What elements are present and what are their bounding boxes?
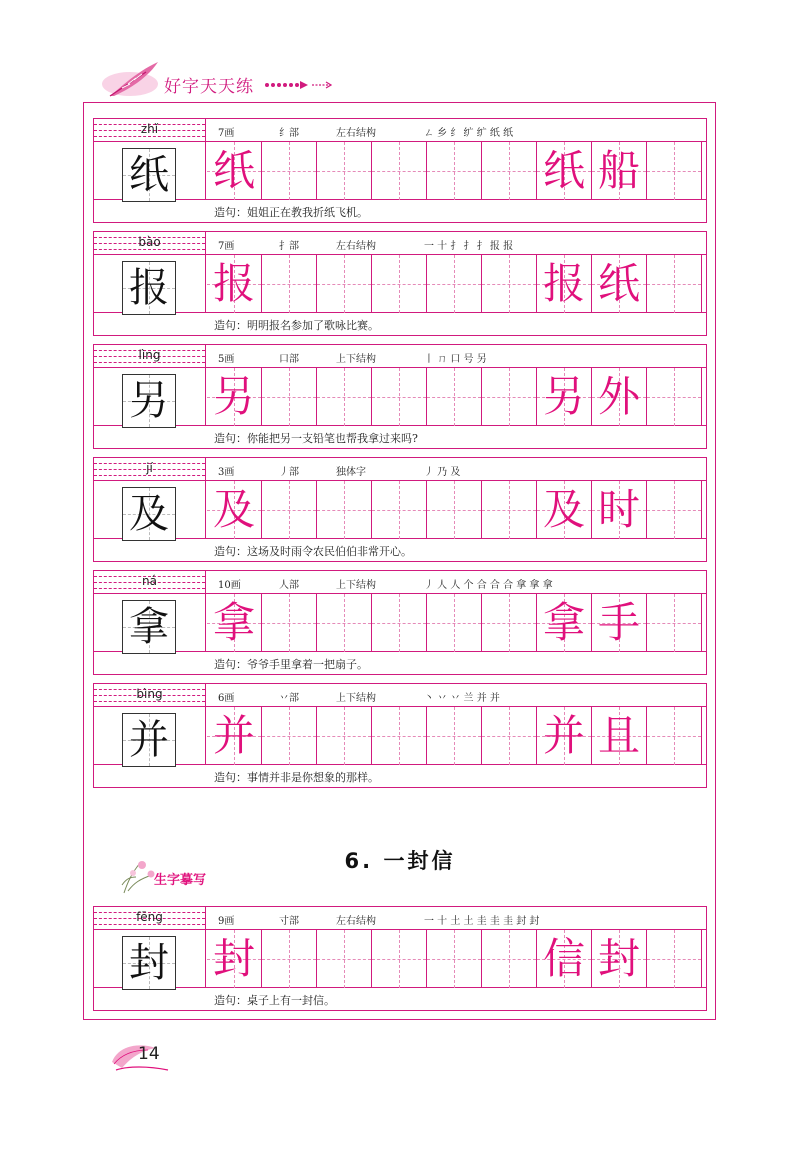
pinyin-box — [94, 571, 206, 594]
pinyin: jí — [146, 461, 153, 475]
practice-cell[interactable] — [207, 142, 262, 200]
guide-line — [399, 930, 400, 988]
guide-line — [674, 930, 675, 988]
guide-line — [344, 368, 345, 426]
guide-line — [289, 368, 290, 426]
pinyin-guide-line — [94, 701, 205, 702]
model-character-box — [122, 487, 176, 541]
practice-cell[interactable] — [372, 481, 427, 539]
practice-cell[interactable] — [317, 481, 372, 539]
practice-cell[interactable] — [427, 930, 482, 988]
feather-pen-icon — [100, 58, 164, 102]
structure: 上下结构 — [336, 693, 376, 704]
trace-character: 另 — [212, 372, 255, 421]
guide-line — [454, 368, 455, 426]
guide-line — [289, 142, 290, 200]
pinyin: fēng — [136, 910, 163, 924]
writing-grid-row — [94, 707, 706, 765]
writing-grid-row — [94, 142, 706, 200]
practice-cell[interactable] — [482, 142, 537, 200]
radical: 口部 — [279, 354, 299, 365]
practice-cell[interactable] — [537, 142, 592, 200]
guide-line — [454, 481, 455, 539]
guide-line — [289, 481, 290, 539]
practice-cell[interactable] — [537, 481, 592, 539]
practice-cell[interactable] — [592, 255, 647, 313]
word-character: 外 — [597, 372, 640, 421]
practice-cell[interactable] — [207, 930, 262, 988]
practice-cell[interactable] — [317, 930, 372, 988]
practice-cell[interactable] — [592, 142, 647, 200]
guide-line — [399, 255, 400, 313]
info-row — [94, 684, 706, 707]
pinyin-guide-line — [94, 475, 205, 476]
practice-cell[interactable] — [592, 707, 647, 765]
word-character: 及 — [542, 485, 585, 534]
guide-line — [344, 707, 345, 765]
section-label-text: 生字摹写 — [154, 873, 207, 888]
model-character: 封 — [129, 940, 169, 986]
word-character: 信 — [542, 934, 585, 983]
pinyin-box — [94, 907, 206, 930]
guide-line — [289, 930, 290, 988]
practice-cell[interactable] — [372, 707, 427, 765]
lesson-title: 6. 一封信 — [344, 849, 456, 873]
pinyin-guide-line — [94, 924, 205, 925]
practice-cell[interactable] — [482, 481, 537, 539]
word-character: 时 — [597, 485, 640, 534]
practice-cell[interactable] — [482, 594, 537, 652]
character-block — [93, 344, 707, 449]
stroke-count: 7画 — [218, 241, 235, 252]
pinyin-box — [94, 119, 206, 142]
word-character: 纸 — [542, 146, 585, 195]
practice-cell[interactable] — [207, 255, 262, 313]
practice-cell[interactable] — [592, 368, 647, 426]
practice-cell[interactable] — [262, 368, 317, 426]
word-character: 手 — [597, 598, 640, 647]
character-block — [93, 231, 707, 336]
guide-line — [399, 481, 400, 539]
practice-cell[interactable] — [372, 255, 427, 313]
practice-cell[interactable] — [427, 368, 482, 426]
guide-line — [289, 255, 290, 313]
header-title: 好字天天练 — [164, 77, 254, 97]
pinyin-box — [94, 345, 206, 368]
radical: 人部 — [279, 580, 299, 591]
sentence-row — [94, 765, 706, 787]
structure: 上下结构 — [336, 354, 376, 365]
model-character-cell — [94, 255, 206, 313]
stroke-count: 5画 — [218, 354, 235, 365]
guide-line — [344, 255, 345, 313]
practice-cell[interactable] — [427, 142, 482, 200]
pinyin: bào — [138, 235, 161, 249]
word-character: 封 — [597, 934, 640, 983]
stroke-order: 丿 人 人 个 合 合 合 拿 拿 拿 — [424, 580, 553, 591]
structure: 左右结构 — [336, 128, 376, 139]
practice-cell[interactable] — [647, 707, 702, 765]
practice-cell[interactable] — [427, 594, 482, 652]
radical: 扌部 — [279, 241, 299, 252]
practice-cell[interactable] — [427, 481, 482, 539]
practice-cell[interactable] — [537, 707, 592, 765]
stroke-count: 7画 — [218, 128, 235, 139]
word-character: 另 — [542, 372, 585, 421]
practice-cell[interactable] — [537, 255, 592, 313]
practice-cell[interactable] — [482, 368, 537, 426]
pinyin: bìng — [136, 687, 163, 701]
guide-line — [674, 481, 675, 539]
guide-line — [344, 930, 345, 988]
practice-cell[interactable] — [262, 930, 317, 988]
trace-character: 报 — [212, 259, 255, 308]
structure: 上下结构 — [336, 580, 376, 591]
trace-character: 并 — [212, 711, 255, 760]
practice-cell[interactable] — [647, 930, 702, 988]
stroke-order: 一 十 土 土 圭 圭 圭 封 封 — [424, 916, 540, 927]
example-sentence: 造句：姐姐正在教我折纸飞机。 — [214, 206, 368, 219]
practice-cell[interactable] — [317, 707, 372, 765]
radical: 寸部 — [279, 916, 299, 927]
example-sentence: 造句：爷爷手里拿着一把扇子。 — [214, 658, 368, 671]
practice-cell[interactable] — [262, 707, 317, 765]
practice-cell[interactable] — [482, 930, 537, 988]
trace-character: 纸 — [212, 146, 255, 195]
sentence-row — [94, 539, 706, 561]
orchid-icon — [118, 855, 158, 895]
practice-cell[interactable] — [317, 594, 372, 652]
model-character-cell — [94, 142, 206, 200]
page-number: 14 — [138, 1044, 160, 1064]
info-row — [94, 345, 706, 368]
guide-line — [454, 255, 455, 313]
guide-line — [454, 930, 455, 988]
practice-cell[interactable] — [427, 707, 482, 765]
guide-line — [454, 142, 455, 200]
character-block — [93, 906, 707, 1011]
info-row — [94, 907, 706, 930]
pinyin-box — [94, 232, 206, 255]
sentence-row — [94, 200, 706, 222]
stroke-count: 6画 — [218, 693, 235, 704]
sentence-row — [94, 988, 706, 1010]
radical: 丿部 — [279, 467, 299, 478]
word-character: 拿 — [542, 598, 585, 647]
writing-grid-row — [94, 930, 706, 988]
guide-line — [509, 481, 510, 539]
example-sentence: 造句：桌子上有一封信。 — [214, 994, 335, 1007]
writing-grid-row — [94, 368, 706, 426]
guide-line — [289, 594, 290, 652]
practice-cell[interactable] — [372, 142, 427, 200]
character-block — [93, 457, 707, 562]
pinyin: lìng — [138, 348, 161, 362]
radical: 纟部 — [279, 128, 299, 139]
info-row — [94, 458, 706, 481]
pinyin-guide-line — [94, 249, 205, 250]
page-number-badge — [108, 1040, 188, 1076]
practice-cell[interactable] — [207, 594, 262, 652]
example-sentence: 造句：明明报名参加了歌咏比赛。 — [214, 319, 379, 332]
word-character: 并 — [542, 711, 585, 760]
sentence-row — [94, 426, 706, 448]
practice-cell[interactable] — [207, 368, 262, 426]
practice-cell[interactable] — [262, 142, 317, 200]
practice-cell[interactable] — [482, 707, 537, 765]
model-character: 另 — [129, 378, 169, 424]
word-character: 报 — [542, 259, 585, 308]
pinyin-guide-line — [94, 362, 205, 363]
practice-cell[interactable] — [647, 142, 702, 200]
model-character-box — [122, 148, 176, 202]
word-character: 船 — [597, 146, 640, 195]
pinyin-guide-line — [94, 588, 205, 589]
trace-character: 及 — [212, 485, 255, 534]
stroke-order: ㄥ 乡 纟 纩 纩 纸 纸 — [424, 128, 514, 139]
practice-cell[interactable] — [592, 930, 647, 988]
guide-line — [674, 142, 675, 200]
model-character: 及 — [129, 491, 169, 537]
guide-line — [399, 594, 400, 652]
practice-cell[interactable] — [207, 481, 262, 539]
practice-cell[interactable] — [647, 255, 702, 313]
guide-line — [344, 594, 345, 652]
practice-cell[interactable] — [537, 594, 592, 652]
pinyin: ná — [142, 574, 157, 588]
practice-cell[interactable] — [317, 368, 372, 426]
guide-line — [509, 594, 510, 652]
model-character-box — [122, 936, 176, 990]
guide-line — [454, 707, 455, 765]
pinyin-guide-line — [94, 136, 205, 137]
practice-cell[interactable] — [647, 481, 702, 539]
word-character: 纸 — [597, 259, 640, 308]
guide-line — [674, 594, 675, 652]
section-label — [118, 855, 258, 895]
info-row — [94, 571, 706, 594]
guide-line — [344, 142, 345, 200]
guide-line — [289, 707, 290, 765]
guide-line — [344, 481, 345, 539]
guide-line — [674, 707, 675, 765]
guide-line — [509, 930, 510, 988]
practice-cell[interactable] — [317, 142, 372, 200]
stroke-order: 丨 ㄇ 口 号 另 — [424, 354, 487, 365]
practice-cell[interactable] — [372, 368, 427, 426]
writing-grid-row — [94, 481, 706, 539]
model-character-box — [122, 261, 176, 315]
practice-cell[interactable] — [537, 930, 592, 988]
practice-cell[interactable] — [592, 594, 647, 652]
structure: 左右结构 — [336, 241, 376, 252]
practice-cell[interactable] — [317, 255, 372, 313]
pinyin-box — [94, 684, 206, 707]
example-sentence: 造句：事情并非是你想象的那样。 — [214, 771, 379, 784]
guide-line — [509, 142, 510, 200]
trace-character: 拿 — [212, 598, 255, 647]
guide-line — [509, 255, 510, 313]
stroke-order: 丿 乃 及 — [424, 467, 461, 478]
guide-line — [674, 368, 675, 426]
practice-cell[interactable] — [372, 594, 427, 652]
practice-cell[interactable] — [262, 594, 317, 652]
model-character-box — [122, 374, 176, 428]
practice-cell[interactable] — [647, 368, 702, 426]
practice-cell[interactable] — [262, 481, 317, 539]
guide-line — [454, 594, 455, 652]
guide-line — [509, 368, 510, 426]
model-character-box — [122, 713, 176, 767]
character-block — [93, 118, 707, 223]
character-block — [93, 683, 707, 788]
practice-cell[interactable] — [372, 930, 427, 988]
character-block — [93, 570, 707, 675]
practice-cell[interactable] — [207, 707, 262, 765]
practice-cell[interactable] — [427, 255, 482, 313]
structure: 左右结构 — [336, 916, 376, 927]
model-character-cell — [94, 481, 206, 539]
practice-cell[interactable] — [482, 255, 537, 313]
stroke-order: 丶 丷 丷 兰 并 并 — [424, 693, 500, 704]
word-character: 且 — [597, 711, 640, 760]
info-row — [94, 119, 706, 142]
model-character-cell — [94, 368, 206, 426]
pinyin: zhǐ — [140, 122, 159, 136]
stroke-order: 一 十 扌 扌 扌 报 报 — [424, 241, 514, 252]
practice-cell[interactable] — [647, 594, 702, 652]
trace-character: 封 — [212, 934, 255, 983]
model-character: 并 — [129, 717, 169, 763]
sentence-row — [94, 652, 706, 674]
page-header — [100, 58, 360, 106]
guide-line — [399, 707, 400, 765]
guide-line — [399, 368, 400, 426]
guide-line — [399, 142, 400, 200]
practice-cell[interactable] — [592, 481, 647, 539]
practice-cell[interactable] — [262, 255, 317, 313]
model-character-cell — [94, 707, 206, 765]
stroke-count: 10画 — [218, 580, 241, 591]
sentence-row — [94, 313, 706, 335]
info-row — [94, 232, 706, 255]
model-character: 拿 — [129, 604, 169, 650]
example-sentence: 造句：这场及时雨令农民伯伯非常开心。 — [214, 545, 412, 558]
practice-cell[interactable] — [537, 368, 592, 426]
structure: 独体字 — [336, 467, 366, 478]
writing-grid-row — [94, 594, 706, 652]
model-character: 报 — [129, 265, 169, 311]
model-character-cell — [94, 594, 206, 652]
guide-line — [674, 255, 675, 313]
stroke-count: 9画 — [218, 916, 235, 927]
pinyin-box — [94, 458, 206, 481]
example-sentence: 造句：你能把另一支铅笔也帮我拿过来吗? — [214, 432, 418, 445]
stroke-count: 3画 — [218, 467, 235, 478]
model-character-cell — [94, 930, 206, 988]
model-character: 纸 — [129, 152, 169, 198]
arrow-right-icon — [264, 80, 332, 90]
writing-grid-row — [94, 255, 706, 313]
guide-line — [509, 707, 510, 765]
model-character-box — [122, 600, 176, 654]
radical: 丷部 — [279, 693, 299, 704]
